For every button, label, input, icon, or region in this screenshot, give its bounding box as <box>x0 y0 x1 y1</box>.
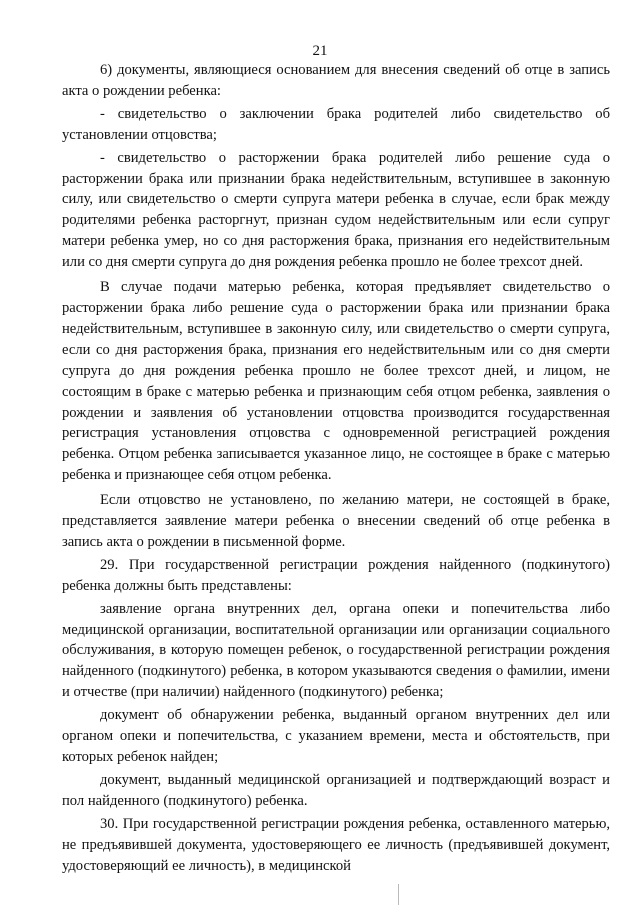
scan-edge-mark <box>398 884 399 905</box>
page-number: 21 <box>312 43 328 59</box>
paragraph-authority-statement: заявление органа внутренних дел, органа опеки и попечительства либо медицинской организации, воспитательной организации или организации социального обслуживания, в которую помещен ребенок, о государственной регистрации рождения найденного (подкинутого) ребенка, в котором указываются сведения о фамилии, имени и отчестве (при наличии) найденного (подкинутого) ребенка; <box>62 600 610 701</box>
paragraph-discovery-document: документ об обнаружении ребенка, выданный органом внутренних дел или органом опеки и попечительства, с указанием времени, места и обстоятельств, при которых ребенок найден; <box>62 707 610 765</box>
paragraph-marriage-certificate: - свидетельство о заключении брака родителей либо свидетельство об установлении отцовства; <box>62 105 610 143</box>
document-body <box>62 60 610 878</box>
paragraph-medical-document: документ, выданный медицинской организацией и подтверждающий возраст и пол найденного (подкинутого) ребенка. <box>62 771 610 809</box>
paragraph-divorce-certificate: - свидетельство о расторжении брака родителей либо решение суда о расторжении брака или признании брака недействительным, вступившее в законную силу, или свидетельство о смерти супруга матери ребенка в случае, если брак между родителями ребенка расторгнут, признан судом недействительным или если супруг матери ребенка умер, но со дня расторжения брака, признания его недействительным или со дня смерти супруга до дня рождения ребенка прошло не более трехсот дней. <box>62 149 610 271</box>
paragraph-paternity-not-established: Если отцовство не установлено, по желанию матери, не состоящей в браке, представляется заявление матери ребенка о внесении сведений об отце ребенка в запись акта о рождении в письменной форме. <box>62 492 610 550</box>
paragraph-section-29: 29. При государственной регистрации рождения найденного (подкинутого) ребенка должны быть представлены: <box>62 556 610 594</box>
paragraph-section-30: 30. При государственной регистрации рождения ребенка, оставленного матерью, не предъявившей документа, удостоверяющего ее личность (предъявившей документ, удостоверяющий ее личность), в медицинской <box>62 815 610 874</box>
paragraph-item-6: 6) документы, являющиеся основанием для внесения сведений об отце в запись акта о рождении ребенка: <box>62 62 610 99</box>
paragraph-paternity-case: В случае подачи матерью ребенка, которая предъявляет свидетельство о расторжении брака либо решение суда о расторжении брака или признании брака недействительным, вступившее в законную силу, или свидетельство о смерти супруга, если со дня расторжения брака, признания его недействительным или со дня смерти супруга до дня рождения ребенка прошло не более трехсот дней, и лицом, не состоящим в браке с матерью ребенка и признающим себя отцом ребенка, заявления о рождении и заявления об установлении отцовства производится государственная регистрация установления отцовства с одновременной регистрацией рождения ребенка. Отцом ребенка записывается указанное лицо, не состоящее в браке с матерью ребенка и признающее себя отцом ребенка. <box>62 279 610 484</box>
